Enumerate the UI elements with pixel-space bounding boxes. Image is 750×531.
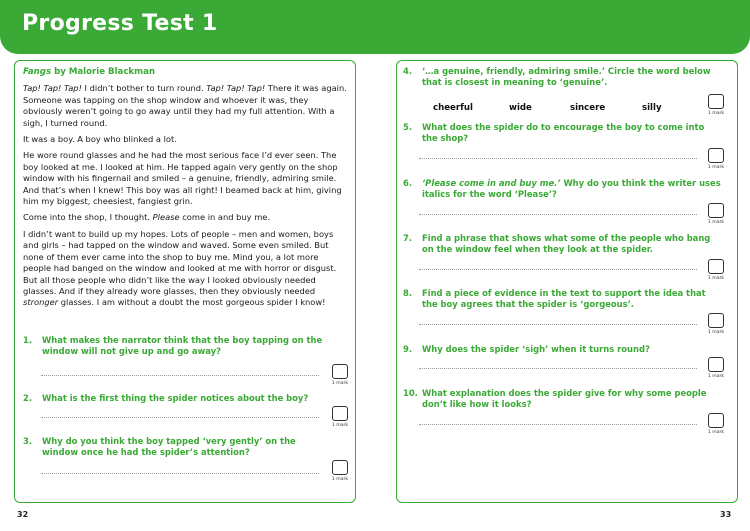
question-6: 6. ‘Please come in and buy me.’ Why do you think the writer uses italics for the word ‘Please’? (403, 178, 721, 200)
mark-box-2[interactable] (332, 406, 348, 421)
question-1: 1. What makes the narrator think that the boy tapping on the window will not give up and go away? (23, 335, 323, 357)
answer-line-10[interactable] (419, 424, 697, 425)
mark-label-5: 1 mark (707, 165, 725, 170)
answer-line-9[interactable] (419, 368, 697, 369)
mark-box-10[interactable] (708, 413, 724, 428)
answer-line-7[interactable] (419, 269, 697, 270)
passage-paragraph-1: Tap! Tap! Tap! I didn’t bother to turn round. Tap! Tap! Tap! There it was again. Someone was tapping on the shop window and whoever it was, they obviously weren’t going to go away until they had my full attention. With a sigh, I turned round. (23, 83, 347, 128)
mark-box-4[interactable] (708, 94, 724, 109)
mark-label-10: 1 mark (707, 430, 725, 435)
mark-box-7[interactable] (708, 259, 724, 274)
mark-box-1[interactable] (332, 364, 348, 379)
mark-box-3[interactable] (332, 460, 348, 475)
page-title: Progress Test 1 (22, 11, 218, 36)
mark-label-4: 1 mark (707, 111, 725, 116)
answer-line-3[interactable] (41, 473, 319, 474)
question-5: 5. What does the spider do to encourage the boy to come into the shop? (403, 122, 705, 144)
question-4: 4. ‘…a genuine, friendly, admiring smile.’ Circle the word below that is closest in meaning to ‘genuine’. (403, 66, 711, 88)
mark-label-6: 1 mark (707, 220, 725, 225)
question-8: 8. Find a piece of evidence in the text to support the idea that the boy agrees that the spider is ‘gorgeous’. (403, 288, 706, 310)
page-number-right: 33 (720, 510, 732, 519)
word-choices (433, 103, 693, 115)
page-number-left: 32 (17, 510, 29, 519)
word-option-wide[interactable]: wide (509, 103, 532, 113)
mark-box-8[interactable] (708, 313, 724, 328)
answer-line-2[interactable] (41, 417, 319, 418)
mark-label-9: 1 mark (707, 374, 725, 379)
passage-paragraph-3: He wore round glasses and he had the most serious face I’d ever seen. The boy looked at me. I looked at him. He tapped again very gently on the shop window with his fingernail and smiled – a genuine, friendly, admiring smile. And that’s when I knew! This boy was all right! I beamed back at him, giving him my biggest, cheesiest, fangiest grin. (23, 150, 342, 207)
answer-line-8[interactable] (419, 324, 697, 325)
question-9: 9. Why does the spider ‘sigh’ when it turns round? (403, 344, 650, 354)
mark-box-5[interactable] (708, 148, 724, 163)
question-7: 7. Find a phrase that shows what some of the people who bang on the window feel when they look at the spider. (403, 233, 711, 255)
mark-box-9[interactable] (708, 357, 724, 372)
mark-label-7: 1 mark (707, 276, 725, 281)
question-10: 10. What explanation does the spider give for why some people don’t like how it looks? (403, 388, 707, 410)
passage-paragraph-4: Come into the shop, I thought. Please come in and buy me. (23, 212, 271, 223)
header-bar (0, 0, 750, 54)
question-2: 2. What is the first thing the spider notices about the boy? (23, 393, 309, 403)
passage-paragraph-5: I didn’t want to build up my hopes. Lots of people – men and women, boys and girls – had tapped on the window and waved. Some even smiled. But none of them ever came into the shop to buy me. Mind you, a lot more people had banged on the window and looked at me with horror or disgust. But all those people who didn’t like the way I looked obviously needed glasses. And if they already wore glasses, then they obviously needed stronger glasses. I am without a doubt the most gorgeous spider I know! (23, 228, 337, 308)
mark-label-1: 1 mark (331, 381, 349, 386)
mark-label-3: 1 mark (331, 477, 349, 482)
mark-label-8: 1 mark (707, 330, 725, 335)
word-option-cheerful[interactable]: cheerful (433, 103, 473, 113)
word-option-sincere[interactable]: sincere (570, 103, 606, 113)
mark-label-2: 1 mark (331, 423, 349, 428)
question-3: 3. Why do you think the boy tapped ‘very gently’ on the window once he had the spider’s attention? (23, 436, 296, 458)
passage-title: Fangs by Malorie Blackman (23, 67, 155, 77)
passage-paragraph-2: It was a boy. A boy who blinked a lot. (23, 134, 177, 145)
answer-line-1[interactable] (41, 375, 319, 376)
mark-box-6[interactable] (708, 203, 724, 218)
answer-line-6[interactable] (419, 214, 697, 215)
answer-line-5[interactable] (419, 158, 697, 159)
reading-passage (23, 67, 349, 314)
left-panel (14, 60, 356, 503)
right-panel (396, 60, 738, 503)
word-option-silly[interactable]: silly (642, 103, 662, 113)
